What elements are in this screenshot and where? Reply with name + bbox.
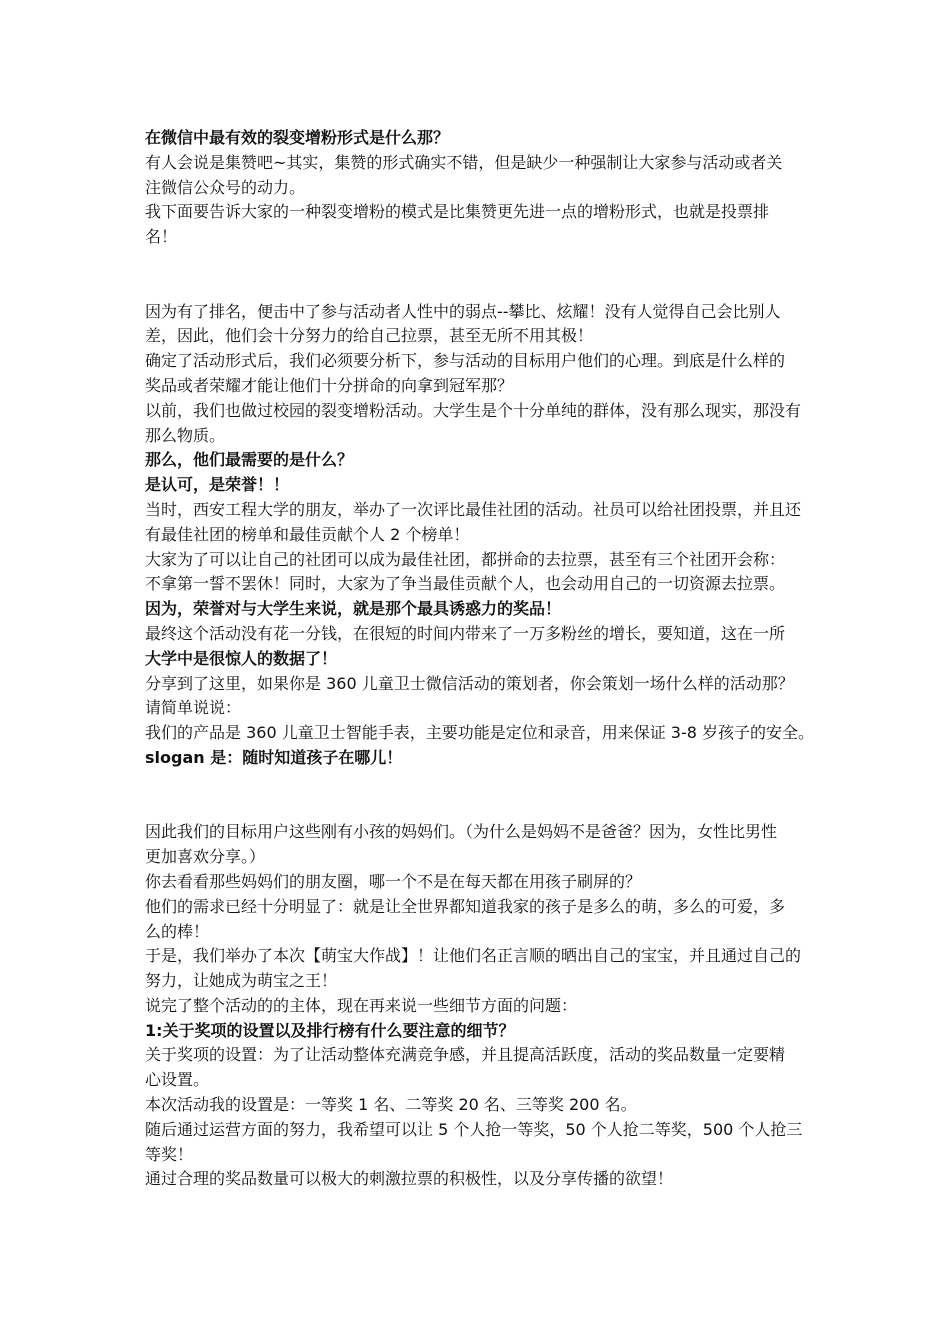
paragraph-line: 努力，让她成为萌宝之王！ <box>145 971 338 991</box>
paragraph-line: 他们的需求已经十分明显了：就是让全世界都知道我家的孩子是多么的萌，多么的可爱，多 <box>145 896 786 916</box>
paragraph-line: 么的棒！ <box>145 921 210 941</box>
paragraph-line: 最终这个活动没有花一分钱，在很短的时间内带来了一万多粉丝的增长，要知道，这在一所 <box>145 623 786 643</box>
bold-line: 因为，荣誉对与大学生来说，就是那个最具诱惑力的奖品！ <box>145 599 562 619</box>
bold-line: 是认可，是荣誉！！ <box>145 475 290 495</box>
paragraph-line: 本次活动我的设置是：一等奖 1 名、二等奖 20 名、三等奖 200 名。 <box>145 1095 637 1115</box>
paragraph-line: 于是，我们举办了本次【萌宝大作战】！让他们名正言顺的晒出自己的宝宝，并且通过自己的 <box>145 946 802 966</box>
paragraph-line: 注微信公众号的动力。 <box>145 177 306 197</box>
paragraph-line: 说完了整个活动的的主体，现在再来说一些细节方面的问题： <box>145 995 578 1015</box>
section-2 <box>145 300 825 771</box>
bold-line: 大学中是很惊人的数据了！ <box>145 648 338 668</box>
blank-space <box>145 771 825 821</box>
paragraph-line: 更加喜欢分享。） <box>145 847 266 867</box>
heading-line: 在微信中最有效的裂变增粉形式是什么那？ <box>145 128 450 147</box>
paragraph-line: 确定了活动形式后，我们必须要分析下，参与活动的目标用户他们的心理。到底是什么样的 <box>145 351 786 371</box>
paragraph-line: 差，因此，他们会十分努力的给自己拉票，甚至无所不用其极！ <box>145 326 594 346</box>
paragraph-line: 因为有了排名，便击中了参与活动者人性中的弱点--攀比、炫耀！没有人觉得自己会比别人 <box>145 301 781 321</box>
section-3 <box>145 820 825 1192</box>
paragraph-line: 分享到了这里，如果你是 360 儿童卫士微信活动的策划者，你会策划一场什么样的活动那？ <box>145 673 794 693</box>
blank-space <box>145 250 825 300</box>
document-page <box>145 126 825 1192</box>
paragraph-line: 我下面要告诉大家的一种裂变增粉的模式是比集赞更先进一点的增粉形式，也就是投票排 <box>145 202 770 222</box>
paragraph-line: 奖品或者荣耀才能让他们十分拼命的向拿到冠军那？ <box>145 375 514 395</box>
bold-line: 那么，他们最需要的是什么？ <box>145 450 354 470</box>
paragraph-line: 关于奖项的设置：为了让活动整体充满竞争感，并且提高活跃度，活动的奖品数量一定要精 <box>145 1045 786 1065</box>
bold-line: slogan 是：随时知道孩子在哪儿！ <box>145 747 403 767</box>
paragraph-line: 请简单说说： <box>145 698 242 718</box>
paragraph-line: 那么物质。 <box>145 425 226 445</box>
paragraph-line: 等奖！ <box>145 1144 194 1164</box>
paragraph-line: 名！ <box>145 227 178 247</box>
paragraph-line: 心设置。 <box>145 1070 210 1090</box>
paragraph-line: 有人会说是集赞吧~其实，集赞的形式确实不错，但是缺少一种强制让大家参与活动或者关 <box>145 152 783 172</box>
paragraph-line: 通过合理的奖品数量可以极大的刺激拉票的积极性，以及分享传播的欲望！ <box>145 1169 674 1189</box>
paragraph-line: 你去看看那些妈妈们的朋友圈，哪一个不是在每天都在用孩子刷屏的？ <box>145 871 642 891</box>
paragraph-line: 因此我们的目标用户这些刚有小孩的妈妈们。（为什么是妈妈不是爸爸？因为，女性比男性 <box>145 822 778 842</box>
bold-line: 1:关于奖项的设置以及排行榜有什么要注意的细节？ <box>145 1020 515 1040</box>
paragraph-line: 大家为了可以让自己的社团可以成为最佳社团，都拼命的去拉票，甚至有三个社团开会称： <box>145 549 786 569</box>
paragraph-line: 随后通过运营方面的努力，我希望可以让 5 个人抢一等奖，50 个人抢二等奖，500 个人抢三 <box>145 1119 803 1139</box>
paragraph-line: 有最佳社团的榜单和最佳贡献个人 2 个榜单！ <box>145 524 470 544</box>
paragraph-line: 不拿第一誓不罢休！同时，大家为了争当最佳贡献个人，也会动用自己的一切资源去拉票。 <box>145 574 786 594</box>
paragraph-line: 我们的产品是 360 儿童卫士智能手表，主要功能是定位和录音，用来保证 3-8 岁孩子的安全。 <box>145 723 815 743</box>
section-1 <box>145 126 825 250</box>
paragraph-line: 当时，西安工程大学的朋友，举办了一次评比最佳社团的活动。社员可以给社团投票，并且还 <box>145 499 802 519</box>
paragraph-line: 以前，我们也做过校园的裂变增粉活动。大学生是个十分单纯的群体，没有那么现实，那没有 <box>145 400 802 420</box>
